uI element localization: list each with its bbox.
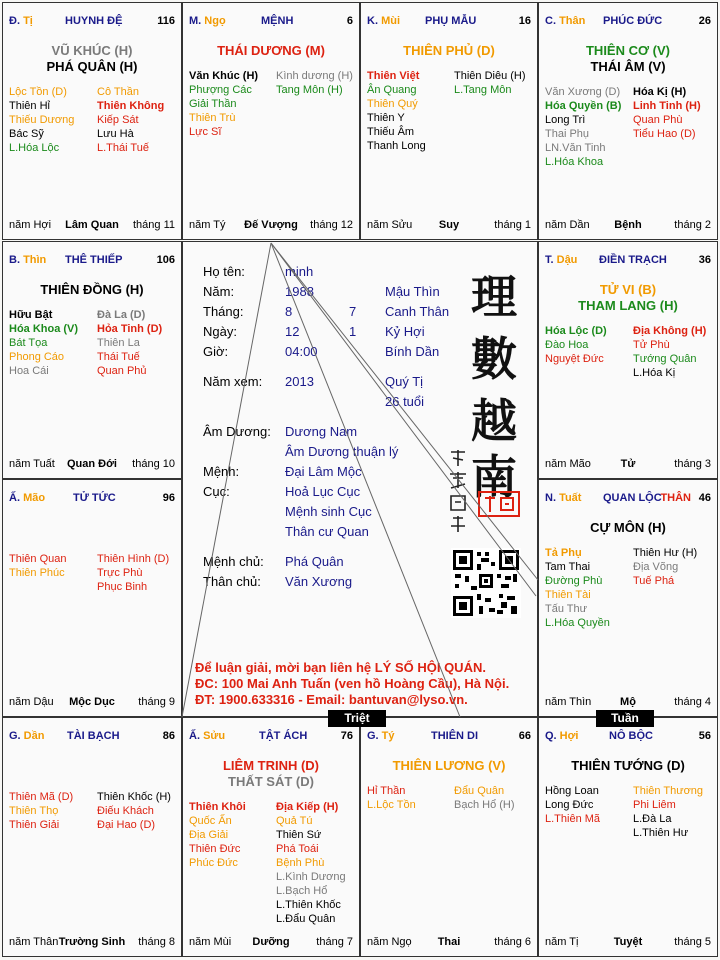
year-label: năm Dậu [9,696,54,708]
minor-star: Nguyệt Đức [545,353,604,365]
palace-name: QUAN LỘC [603,492,662,504]
year-label: năm Ngọ [367,936,412,948]
minor-star: Thai Phụ [545,128,590,140]
minor-star: L.Tang Môn [454,84,512,96]
palace-number: 16 [518,15,531,27]
minor-star: Quan Phủ [97,365,147,377]
minor-star: Đẩu Quân [454,785,505,797]
minor-star: L.Thiên Mã [545,813,601,825]
main-star: THÁI DƯƠNG (M) [217,43,325,58]
palace-branch: N. Tuất [545,492,582,504]
year-label: năm Sửu [367,219,413,231]
month-label: tháng 2 [674,219,711,231]
palace-branch: Ấ. Sửu [189,730,226,742]
minor-star: Bạch Hổ (H) [454,799,515,811]
palace-name: HUYNH ĐỆ [65,15,123,27]
palace-branch: Q. Hợi [545,730,579,742]
minor-star: Đào Hoa [545,339,589,351]
qr-code[interactable] [451,548,521,618]
label-year: Năm: [203,284,235,299]
value-month-lunar: 7 [349,304,357,319]
label-than-chu: Thân chủ: [203,574,261,589]
stage-label: Thai [437,936,461,948]
seal-vertical-script [445,448,473,536]
value-view-can: Quý Tị [385,374,424,389]
month-label: tháng 11 [132,219,175,231]
palace-footer [9,696,175,710]
minor-star: Đường Phù [545,575,603,587]
minor-star: Thiên La [97,337,140,349]
minor-star: Thiếu Dương [9,114,75,126]
right-star-column [97,552,169,594]
minor-star: Thiên Đức [189,843,241,855]
value-day: 12 [285,324,300,339]
main-star: CỰ MÔN (H) [590,520,666,535]
minor-star: Thiên Hỉ [9,100,50,112]
main-star: THIÊN CƠ (V) [585,43,671,58]
palace-footer [545,696,711,710]
palace-header [367,730,531,746]
palace-number: 26 [698,15,711,27]
left-star-column [9,552,66,580]
year-label: năm Dần [545,219,590,231]
palace-name: MỆNH [261,15,294,27]
minor-star: Phục Binh [97,581,148,593]
palace-cell-dau [538,241,718,479]
palace-number: 46 [698,492,711,504]
palace-footer [367,219,531,233]
palace-footer [9,936,175,950]
month-label: tháng 6 [494,936,531,948]
minor-star: Ân Quang [367,84,417,96]
palace-cell-dan [2,717,182,957]
stage-label: Mộ [620,696,636,708]
minor-star: Tam Thai [545,561,591,573]
minor-star: Phúc Đức [189,857,238,869]
palace-footer [545,458,711,472]
minor-star: Phá Toái [276,843,319,855]
palace-footer [189,219,353,233]
minor-star: L.Lộc Tồn [367,799,416,811]
palace-cell-ti [2,2,182,240]
contact-phone-email: ĐT: 1900.633316 - Email: bantuvan@lyso.vn. [195,692,468,707]
minor-star: Hóa Lộc (D) [545,325,607,337]
minor-star: Quan Phù [633,114,683,126]
minor-star: L.Thiên Hư [633,827,689,839]
minor-star: L.Đẩu Quân [276,913,336,925]
stage-label: Bệnh [614,219,642,231]
tuan-tag: Tuần [596,710,654,727]
palace-branch: G. Dần [9,730,45,742]
minor-star: Thiên Khốc (H) [97,791,171,803]
minor-star: L.Thái Tuế [97,142,149,154]
minor-star: Hỉ Thần [367,785,406,797]
palace-cell-hoi [538,717,718,957]
label-view-year: Năm xem: [203,374,263,389]
palace-number: 86 [162,730,175,742]
main-star: VŨ KHÚC (H) [51,43,133,58]
palace-number: 116 [157,15,175,27]
palace-number: 56 [698,730,711,742]
palace-header [9,254,175,270]
palace-name: THÊ THIẾP [65,254,123,266]
year-label: năm Thân [9,936,59,948]
minor-star: Kiếp Sát [97,114,139,126]
palace-footer [545,219,711,233]
palace-number: 76 [340,730,353,742]
calligraphy-char-1: 理 [471,270,517,324]
minor-star: Đà La (D) [97,309,146,321]
minor-star: Tử Phù [633,339,670,351]
minor-star: L.Hóa Quyền [545,617,610,629]
minor-star: Thiên Thương [633,785,704,797]
month-label: tháng 1 [494,219,531,231]
palace-cell-ngo [182,2,360,240]
palace-footer [189,936,353,950]
palace-branch: C. Thân [545,15,586,27]
label-amduong: Âm Dương: [203,424,271,439]
value-name: minh [285,264,314,279]
year-label: năm Mùi [189,936,232,948]
minor-star: Long Đức [545,799,594,811]
palace-number: 6 [346,15,353,27]
palace-cell-suu [182,717,360,957]
triet-tag: Triệt [328,710,386,727]
value-amduong-1: Dương Nam [285,424,358,439]
label-day: Ngày: [203,324,237,339]
palace-cell-ty [360,717,538,957]
palace-header [9,492,175,508]
year-label: năm Hợi [9,219,52,231]
minor-star: Hóa Khoa (V) [9,323,79,335]
minor-star: Thiên Sứ [276,829,322,841]
minor-star: Thiên Quý [367,98,418,110]
minor-star: LN.Văn Tinh [545,142,606,154]
month-label: tháng 3 [674,458,711,470]
minor-star: Hồng Loan [545,785,599,797]
palace-branch: M. Ngọ [189,15,226,27]
minor-star: Phượng Các [189,84,252,96]
than-marker: THÂN [660,492,691,504]
right-star-column [633,546,697,588]
minor-star: Hữu Bật [9,309,53,321]
palace-header [189,730,353,746]
left-star-column [367,69,426,153]
minor-star: Cô Thần [97,86,139,98]
main-star: TỬ VI (B) [599,282,657,297]
minor-star: Lưu Hà [97,128,134,140]
month-label: tháng 10 [132,458,175,470]
left-star-column [545,784,600,826]
minor-star: L.Đà La [633,813,672,825]
minor-star: L.Hóa Kị [633,367,676,379]
minor-star: Lộc Tồn (D) [9,86,67,98]
palace-name: NÔ BỘC [609,730,653,742]
minor-star: L.Hóa Lộc [9,142,60,154]
value-cuc-3: Thân cư Quan [285,524,369,539]
palace-name: TẬT ÁCH [259,730,308,742]
value-hour: 04:00 [285,344,318,359]
month-label: tháng 12 [310,219,353,231]
palace-cell-than [538,2,718,240]
left-star-column [189,69,258,139]
stage-label: Tuyệt [613,936,643,948]
value-day-lunar: 1 [349,324,357,339]
palace-header [545,254,711,270]
year-label: năm Thìn [545,696,592,708]
minor-star: Trực Phù [97,567,143,579]
minor-star: Thái Tuế [97,351,140,363]
minor-star: Hóa Kị (H) [633,86,687,98]
palace-header [189,15,353,31]
month-label: tháng 7 [316,936,353,948]
value-year-can: Mậu Thìn [385,284,440,299]
palace-number: 36 [698,254,711,266]
month-label: tháng 8 [138,936,175,948]
right-star-column [276,69,353,97]
month-label: tháng 4 [674,696,711,708]
value-menh-chu: Phá Quân [285,554,344,569]
minor-star: Phi Liêm [633,799,676,811]
main-star: THIÊN TƯỚNG (D) [571,758,685,773]
palace-branch: B. Thìn [9,254,47,266]
palace-number: 96 [162,492,175,504]
left-star-column [545,546,610,630]
stage-label: Tử [620,458,636,470]
calligraphy-char-4: 南 [471,450,517,504]
left-star-column [545,85,621,169]
minor-star: Quốc Ấn [189,815,232,827]
palace-branch: G. Tý [367,730,395,742]
minor-star: Thiên Phúc [9,567,65,579]
stage-label: Đế Vượng [244,219,298,231]
main-star: LIÊM TRINH (D) [222,758,320,773]
palace-name: THIÊN DI [431,730,479,742]
year-label: năm Tuất [9,458,55,470]
minor-star: Thiên Mã (D) [9,791,74,803]
palace-header [545,492,711,508]
left-star-column [9,790,73,832]
label-month: Tháng: [203,304,244,319]
minor-star: Địa Võng [633,561,679,573]
main-star: THIÊN PHỦ (D) [403,43,495,58]
minor-star: Tả Phụ [545,547,582,559]
minor-star: Hoa Cái [9,365,49,377]
minor-star: Tuế Phá [633,575,675,587]
minor-star: Thiếu Âm [367,126,415,138]
month-label: tháng 9 [138,696,175,708]
left-star-column [9,85,74,155]
minor-star: Phong Cáo [9,351,65,363]
minor-star: Thiên Y [367,112,405,124]
minor-star: Thiên Khôi [189,801,246,813]
palace-number: 66 [518,730,531,742]
minor-star: L.Bạch Hổ [276,885,328,897]
palace-name: ĐIỀN TRẠCH [599,254,667,266]
minor-star: Hóa Quyền (B) [545,100,622,112]
palace-footer [367,936,531,950]
minor-star: Thiên Không [97,100,165,112]
stage-label: Trường Sinh [58,936,126,948]
minor-star: Thiên Hình (D) [97,553,170,565]
label-menh-chu: Mệnh chủ: [203,554,264,569]
minor-star: Địa Không (H) [633,325,707,337]
minor-star: L.Thiên Khốc [276,899,341,911]
palace-header [9,730,175,746]
stage-label: Mộc Dục [69,696,115,708]
minor-star: Tấu Thư [545,603,588,615]
palace-header [367,15,531,31]
minor-star: Hỏa Tinh (D) [97,323,163,335]
minor-star: Tang Môn (H) [276,84,343,96]
value-amduong-2: Âm Dương thuận lý [285,444,399,459]
palace-cell-thin [2,241,182,479]
stage-label: Suy [438,219,460,231]
minor-star: Linh Tinh (H) [633,100,701,112]
right-star-column [97,85,164,155]
minor-star: Đại Hao (D) [97,819,156,831]
right-star-column [633,324,706,380]
left-star-column [367,784,416,812]
main-star: THIÊN ĐỒNG (H) [40,282,144,297]
red-seal-stamp [477,490,521,518]
contact-address: ĐC: 100 Mai Anh Tuấn (ven hồ Hoàng Cầu), Hà Nội. [195,676,510,691]
label-menh: Mệnh: [203,464,240,479]
value-cuc-2: Mệnh sinh Cục [285,504,372,519]
value-month-can: Canh Thân [385,304,450,319]
left-star-column [9,308,78,378]
center-info-panel [182,241,538,717]
value-menh: Đại Lâm Mộc [285,464,362,479]
minor-star: Tiểu Hao (D) [633,128,696,140]
stage-label: Dưỡng [252,936,290,948]
value-view-year: 2013 [285,374,314,389]
palace-name: TỬ TỨC [73,492,116,504]
minor-star: Thiên Hư (H) [633,547,698,559]
palace-footer [9,458,175,472]
year-label: năm Tý [189,219,226,231]
minor-star: Bát Tọa [9,337,48,349]
calligraphy-char-2: 數 [471,332,517,386]
minor-star: L.Kình Dương [276,871,346,883]
palace-header [545,730,711,746]
minor-star: Thiên Trù [189,112,236,124]
stage-label: Lâm Quan [65,219,119,231]
right-star-column [97,308,162,378]
minor-star: Bác Sỹ [9,128,44,140]
palace-branch: Ấ. Mão [9,492,46,504]
minor-star: Thiên Quan [9,553,67,565]
minor-star: Thiên Việt [367,70,420,82]
right-star-column [633,784,703,840]
value-age: 26 tuổi [385,394,425,409]
minor-star: Văn Xương (D) [545,86,621,98]
right-star-column [276,800,346,926]
right-star-column [633,85,701,141]
palace-branch: Đ. Tị [9,15,33,27]
palace-footer [545,936,711,950]
stage-label: Quan Đới [67,458,117,470]
minor-star: Long Trì [545,114,586,126]
value-than-chu: Văn Xương [285,574,353,589]
palace-branch: K. Mùi [367,15,401,27]
minor-star: Thiên Tài [545,589,591,601]
right-star-column [97,790,171,832]
palace-number: 106 [156,254,175,266]
main-star: PHÁ QUÂN (H) [46,59,138,74]
value-year: 1988 [285,284,314,299]
value-cuc-1: Hoả Lục Cục [285,484,361,499]
palace-header [545,15,711,31]
calligraphy-char-3: 越 [471,394,517,448]
year-label: năm Mão [545,458,591,470]
main-star: THAM LANG (H) [578,298,678,313]
minor-star: Kình dương (H) [276,70,353,82]
minor-star: Thiên Thọ [9,805,59,817]
right-star-column [454,69,526,97]
minor-star: Điếu Khách [97,805,154,817]
minor-star: Địa Giải [189,829,229,841]
palace-name: TÀI BẠCH [67,730,120,742]
palace-branch: T. Dậu [545,254,578,266]
palace-cell-mui [360,2,538,240]
main-star: THIÊN LƯƠNG (V) [392,758,506,773]
minor-star: L.Hóa Khoa [545,156,604,168]
palace-name: PHÚC ĐỨC [603,15,663,27]
minor-star: Địa Kiếp (H) [276,801,339,813]
palace-cell-mao [2,479,182,717]
minor-star: Văn Khúc (H) [189,70,259,82]
left-star-column [545,324,607,366]
month-label: tháng 5 [674,936,711,948]
minor-star: Quả Tú [276,815,313,827]
main-star: THẤT SÁT (D) [228,774,314,789]
value-hour-can: Bính Dần [385,344,440,359]
value-month: 8 [285,304,293,319]
palace-header [9,15,175,31]
palace-cell-tuat [538,479,718,717]
minor-star: Tướng Quân [633,353,697,365]
right-star-column [454,784,515,812]
main-star: THÁI ÂM (V) [590,59,666,74]
minor-star: Thanh Long [367,140,426,152]
palace-footer [9,219,175,233]
label-cuc: Cục: [203,484,230,499]
minor-star: Giải Thần [189,98,237,110]
palace-name: PHỤ MẪU [425,15,477,27]
minor-star: Bệnh Phù [276,857,325,869]
minor-star: Thiên Giải [9,819,60,831]
year-label: năm Tị [545,936,579,948]
value-day-can: Kỷ Hợi [385,324,425,339]
minor-star: Thiên Diêu (H) [454,70,526,82]
label-hour: Giờ: [203,344,229,359]
label-name: Họ tên: [203,264,245,279]
contact-line-1: Để luận giải, mời bạn liên hệ LÝ SỐ HỘI QUÁN. [195,660,486,675]
minor-star: Lực Sĩ [189,126,222,138]
left-star-column [189,800,246,870]
